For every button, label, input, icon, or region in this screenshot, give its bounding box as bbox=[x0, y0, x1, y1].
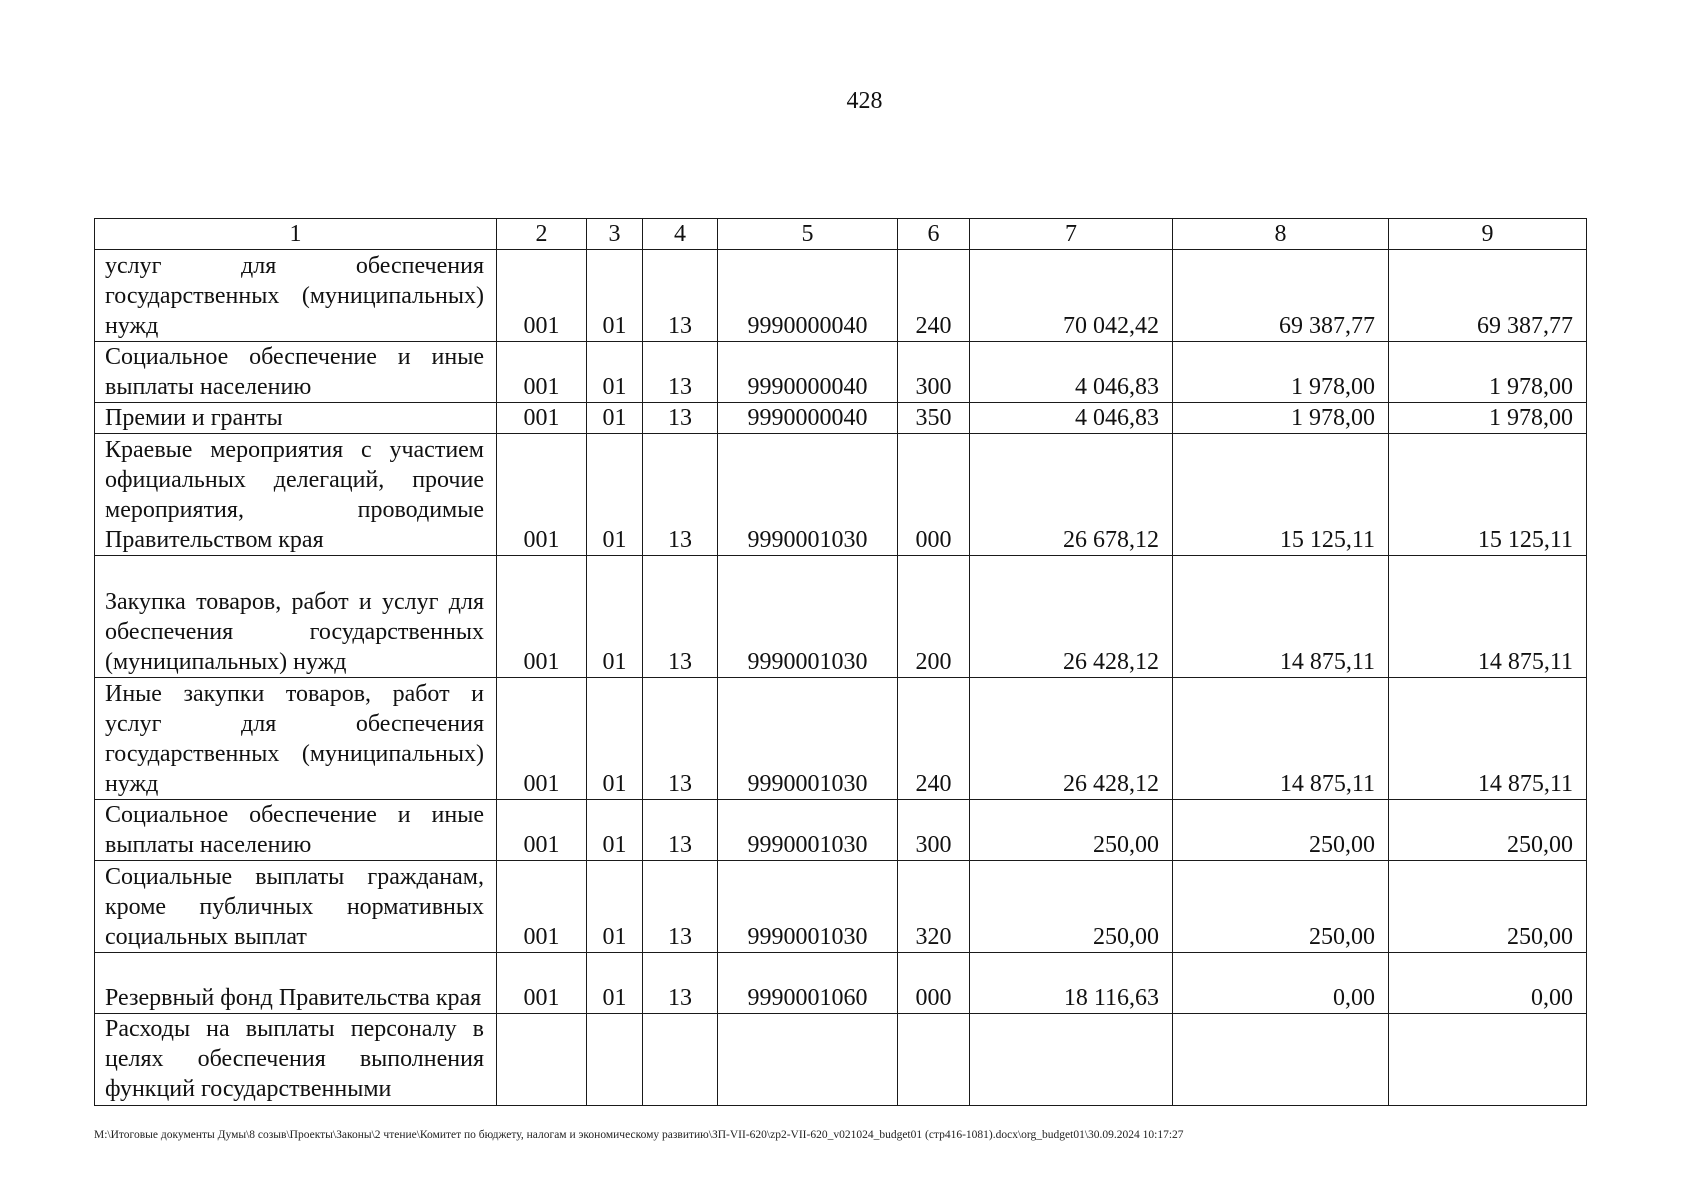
expense-name: услуг для обеспечения государственных (муниципальных) нужд bbox=[95, 250, 497, 342]
column-header: 3 bbox=[587, 219, 643, 250]
amount-col7: 250,00 bbox=[970, 800, 1173, 861]
ministry-code: 001 bbox=[497, 403, 587, 434]
target-article-code: 9990001030 bbox=[718, 861, 898, 953]
section-code: 01 bbox=[587, 556, 643, 678]
section-code: 01 bbox=[587, 342, 643, 403]
amount-col9: 69 387,77 bbox=[1389, 250, 1587, 342]
amount-col8: 0,00 bbox=[1173, 953, 1389, 1014]
table-row bbox=[95, 953, 1587, 1014]
amount-col9: 0,00 bbox=[1389, 953, 1587, 1014]
table-row bbox=[95, 800, 1587, 861]
expense-type-code: 240 bbox=[898, 250, 970, 342]
subsection-code: 13 bbox=[643, 403, 718, 434]
expense-name: Краевые мероприятия с участием официальных делегаций, прочие мероприятия, проводимые Правительством края bbox=[95, 434, 497, 556]
target-article-code: 9990000040 bbox=[718, 250, 898, 342]
section-code: 01 bbox=[587, 250, 643, 342]
column-header: 1 bbox=[95, 219, 497, 250]
amount-col7: 70 042,42 bbox=[970, 250, 1173, 342]
ministry-code: 001 bbox=[497, 342, 587, 403]
column-header: 9 bbox=[1389, 219, 1587, 250]
budget-table bbox=[94, 218, 1587, 1106]
target-article-code: 9990001030 bbox=[718, 800, 898, 861]
table-row bbox=[95, 434, 1587, 556]
ministry-code: 001 bbox=[497, 861, 587, 953]
expense-name: Резервный фонд Правительства края bbox=[95, 953, 497, 1014]
amount-col9: 1 978,00 bbox=[1389, 342, 1587, 403]
expense-type-code: 300 bbox=[898, 800, 970, 861]
column-header: 8 bbox=[1173, 219, 1389, 250]
expense-name: Социальные выплаты гражданам, кроме публичных нормативных социальных выплат bbox=[95, 861, 497, 953]
amount-col8: 14 875,11 bbox=[1173, 556, 1389, 678]
target-article-code: 9990001030 bbox=[718, 556, 898, 678]
subsection-code: 13 bbox=[643, 678, 718, 800]
column-header: 4 bbox=[643, 219, 718, 250]
expense-type-code: 350 bbox=[898, 403, 970, 434]
amount-col8: 1 978,00 bbox=[1173, 342, 1389, 403]
subsection-code: 13 bbox=[643, 800, 718, 861]
amount-col8: 250,00 bbox=[1173, 861, 1389, 953]
ministry-code: 001 bbox=[497, 678, 587, 800]
amount-col8: 250,00 bbox=[1173, 800, 1389, 861]
column-header: 5 bbox=[718, 219, 898, 250]
ministry-code: 001 bbox=[497, 434, 587, 556]
subsection-code bbox=[643, 1014, 718, 1106]
amount-col9: 1 978,00 bbox=[1389, 403, 1587, 434]
subsection-code: 13 bbox=[643, 861, 718, 953]
table-row bbox=[95, 678, 1587, 800]
expense-type-code: 200 bbox=[898, 556, 970, 678]
ministry-code: 001 bbox=[497, 250, 587, 342]
column-header: 2 bbox=[497, 219, 587, 250]
amount-col7: 26 678,12 bbox=[970, 434, 1173, 556]
amount-col7: 250,00 bbox=[970, 861, 1173, 953]
section-code: 01 bbox=[587, 678, 643, 800]
table-row bbox=[95, 861, 1587, 953]
page-number: 428 bbox=[846, 88, 883, 114]
amount-col8: 1 978,00 bbox=[1173, 403, 1389, 434]
subsection-code: 13 bbox=[643, 556, 718, 678]
amount-col7: 4 046,83 bbox=[970, 342, 1173, 403]
expense-name: Социальное обеспечение и иные выплаты населению bbox=[95, 342, 497, 403]
target-article-code: 9990000040 bbox=[718, 403, 898, 434]
target-article-code: 9990001060 bbox=[718, 953, 898, 1014]
ministry-code: 001 bbox=[497, 556, 587, 678]
target-article-code: 9990001030 bbox=[718, 434, 898, 556]
target-article-code: 9990000040 bbox=[718, 342, 898, 403]
target-article-code: 9990001030 bbox=[718, 678, 898, 800]
expense-type-code: 000 bbox=[898, 434, 970, 556]
amount-col8: 69 387,77 bbox=[1173, 250, 1389, 342]
ministry-code: 001 bbox=[497, 953, 587, 1014]
amount-col9: 15 125,11 bbox=[1389, 434, 1587, 556]
ministry-code bbox=[497, 1014, 587, 1106]
amount-col7 bbox=[970, 1014, 1173, 1106]
expense-type-code: 240 bbox=[898, 678, 970, 800]
column-header: 6 bbox=[898, 219, 970, 250]
amount-col9: 14 875,11 bbox=[1389, 556, 1587, 678]
section-code: 01 bbox=[587, 434, 643, 556]
ministry-code: 001 bbox=[497, 800, 587, 861]
expense-name: Премии и гранты bbox=[95, 403, 497, 434]
table-row bbox=[95, 403, 1587, 434]
footer-file-path: M:\Итоговые документы Думы\8 созыв\Проекты\Законы\2 чтение\Комитет по бюджету, налогам и экономическому развитию\ЗП-VII-620\zp2-VII-620_v021024_budget01 (стр416-1081).docx\org_budget01\30.09.2024 10:17:27 bbox=[94, 1129, 1184, 1141]
amount-col8: 14 875,11 bbox=[1173, 678, 1389, 800]
subsection-code: 13 bbox=[643, 434, 718, 556]
section-code: 01 bbox=[587, 403, 643, 434]
section-code: 01 bbox=[587, 861, 643, 953]
table-row bbox=[95, 556, 1587, 678]
expense-type-code: 320 bbox=[898, 861, 970, 953]
expense-type-code: 000 bbox=[898, 953, 970, 1014]
expense-name: Расходы на выплаты персоналу в целях обеспечения выполнения функций государственными bbox=[95, 1014, 497, 1106]
amount-col8: 15 125,11 bbox=[1173, 434, 1389, 556]
amount-col7: 26 428,12 bbox=[970, 556, 1173, 678]
target-article-code bbox=[718, 1014, 898, 1106]
expense-type-code: 300 bbox=[898, 342, 970, 403]
amount-col9 bbox=[1389, 1014, 1587, 1106]
subsection-code: 13 bbox=[643, 250, 718, 342]
column-header: 7 bbox=[970, 219, 1173, 250]
subsection-code: 13 bbox=[643, 953, 718, 1014]
table-row bbox=[95, 1014, 1587, 1106]
amount-col7: 4 046,83 bbox=[970, 403, 1173, 434]
expense-type-code bbox=[898, 1014, 970, 1106]
section-code bbox=[587, 1014, 643, 1106]
amount-col9: 14 875,11 bbox=[1389, 678, 1587, 800]
amount-col9: 250,00 bbox=[1389, 861, 1587, 953]
section-code: 01 bbox=[587, 800, 643, 861]
expense-name: Закупка товаров, работ и услуг для обеспечения государственных (муниципальных) нужд bbox=[95, 556, 497, 678]
amount-col8 bbox=[1173, 1014, 1389, 1106]
expense-name: Социальное обеспечение и иные выплаты населению bbox=[95, 800, 497, 861]
subsection-code: 13 bbox=[643, 342, 718, 403]
table-row bbox=[95, 250, 1587, 342]
amount-col7: 26 428,12 bbox=[970, 678, 1173, 800]
table-row bbox=[95, 342, 1587, 403]
table-header-row bbox=[95, 219, 1587, 250]
amount-col9: 250,00 bbox=[1389, 800, 1587, 861]
amount-col7: 18 116,63 bbox=[970, 953, 1173, 1014]
section-code: 01 bbox=[587, 953, 643, 1014]
expense-name: Иные закупки товаров, работ и услуг для обеспечения государственных (муниципальных) нужд bbox=[95, 678, 497, 800]
